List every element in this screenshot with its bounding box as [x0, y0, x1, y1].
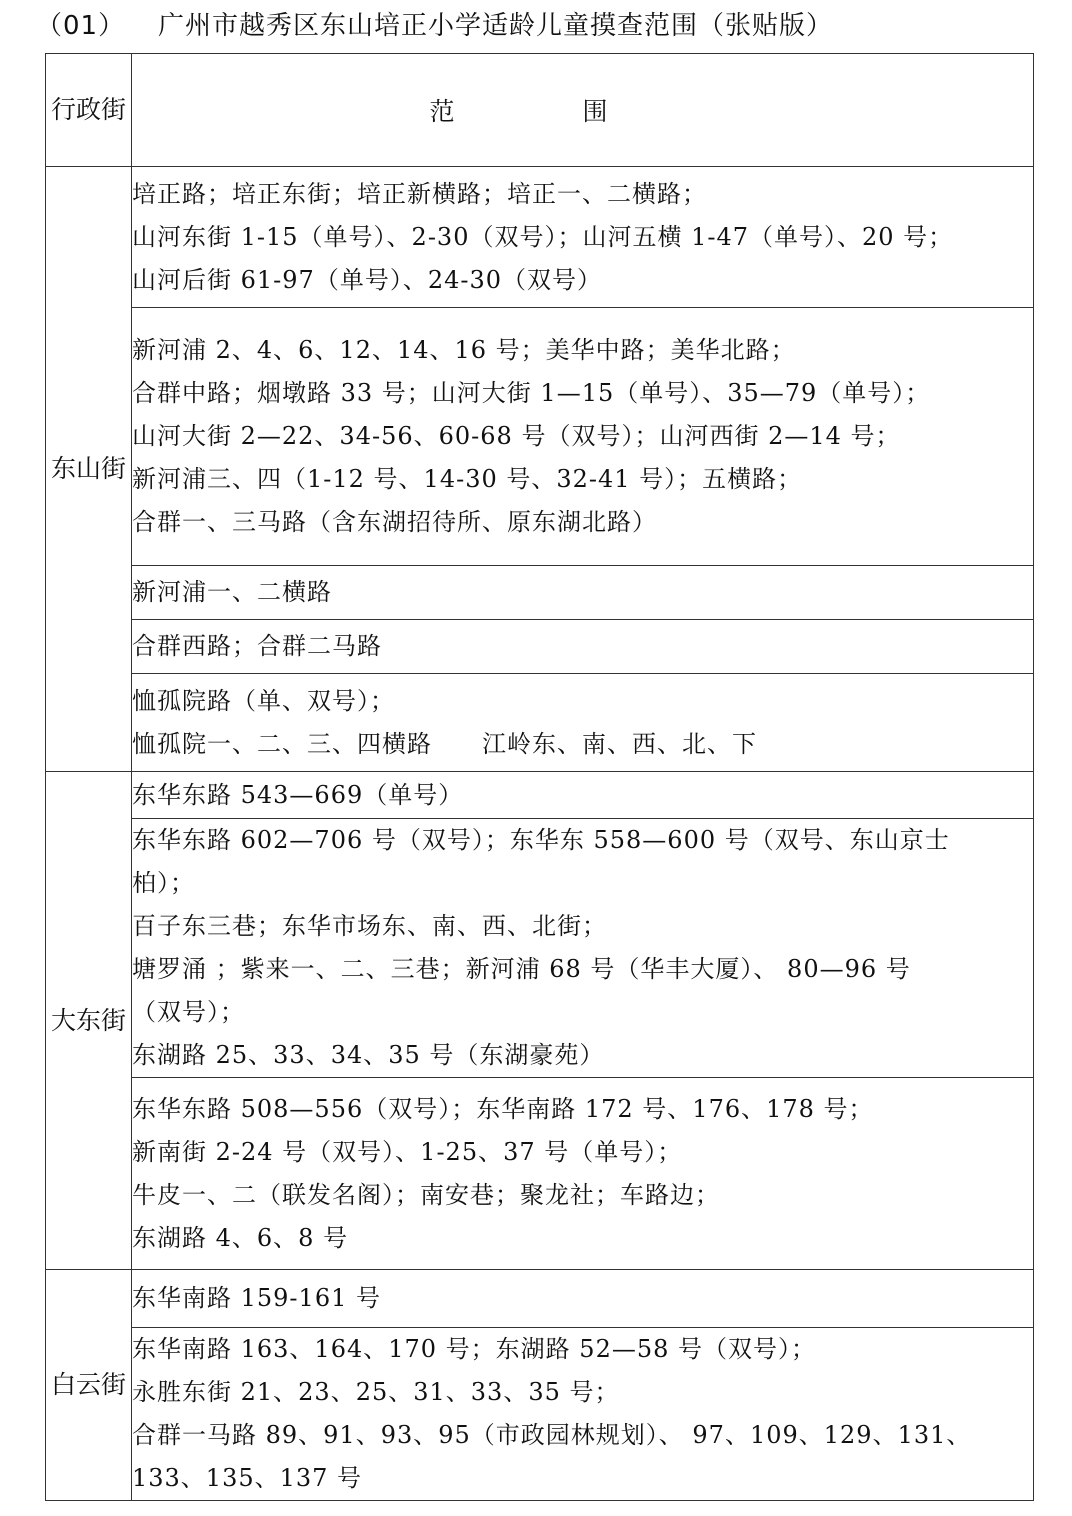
range-line: 新河浦 2、4、6、12、14、16 号；美华中路；美华北路；	[132, 336, 796, 364]
range-line: 东华东路 543—669（单号）	[132, 780, 464, 809]
table-row	[46, 308, 1034, 566]
document-number: （01）	[36, 11, 126, 41]
range-line: 百子东三巷；东华市场东、南、西、北街；	[132, 912, 607, 940]
document-title-text: 广州市越秀区东山培正小学适龄儿童摸查范围（张贴版）	[158, 11, 834, 41]
range-cell	[132, 566, 1034, 620]
range-line: 东华东路 508—556（双号）；东华南路 172 号、176、178 号；	[132, 1094, 874, 1123]
range-line: 133、135、137 号	[132, 1464, 363, 1492]
range-line: 永胜东街 21、23、25、31、33、35 号；	[132, 1378, 620, 1406]
enrollment-scope-table	[45, 53, 1034, 1501]
street-name-cell: 东山街	[46, 167, 132, 772]
range-line: 山河后街 61-97（单号）、24-30（双号）	[132, 265, 603, 294]
table-header-row	[46, 54, 1034, 167]
range-line: 恤孤院路（单、双号）；	[132, 686, 395, 715]
range-line: 东湖路 25、33、34、35 号（东湖豪苑）	[132, 1041, 605, 1069]
table-row	[46, 772, 1034, 819]
range-line: （双号）；	[132, 998, 245, 1026]
range-cell	[132, 674, 1034, 772]
range-line: 合群西路；合群二马路	[132, 632, 382, 660]
range-line: 培正路；培正东街；培正新横路；培正一、二横路；	[132, 179, 707, 208]
range-line: 山河大街 2—22、34-56、60-68 号（双号）；山河西街 2—14 号；	[132, 422, 901, 450]
range-line: 新南街 2-24 号（双号）、1-25、37 号（单号）；	[132, 1137, 683, 1166]
range-cell	[132, 1078, 1034, 1270]
range-cell	[132, 620, 1034, 674]
table-row	[46, 167, 1034, 308]
range-line: 柏）；	[132, 869, 195, 897]
range-cell	[132, 772, 1034, 819]
table-row	[46, 1270, 1034, 1328]
document-title	[36, 6, 1066, 46]
header-range: 范围	[132, 54, 1034, 167]
range-cell	[132, 1270, 1034, 1328]
table-row	[46, 674, 1034, 772]
range-line: 合群一马路 89、91、93、95（市政园林规划）、 97、109、129、131、	[132, 1421, 972, 1449]
range-line: 新河浦一、二横路	[132, 578, 332, 606]
range-line: 新河浦三、四（1-12 号、14-30 号、32-41 号）；五横路；	[132, 465, 803, 493]
range-line: 恤孤院一、二、三、四横路 江岭东、南、西、北、下	[132, 729, 757, 758]
table-row	[46, 819, 1034, 1078]
table-row	[46, 1328, 1034, 1501]
header-street: 行政街	[46, 54, 132, 167]
range-line: 牛皮一、二（联发名阁）；南安巷；聚龙社；车路边；	[132, 1180, 720, 1209]
street-name-cell: 大东街	[46, 772, 132, 1270]
range-line: 山河东街 1-15（单号）、2-30（双号）；山河五横 1-47（单号）、20 号；	[132, 222, 954, 251]
table-row	[46, 1078, 1034, 1270]
table-row	[46, 620, 1034, 674]
street-name-cell: 白云街	[46, 1270, 132, 1501]
table-row	[46, 566, 1034, 620]
range-cell	[132, 167, 1034, 308]
range-line: 东华南路 159-161 号	[132, 1284, 381, 1312]
range-line: 合群一、三马路（含东湖招待所、原东湖北路）	[132, 508, 657, 536]
range-line: 合群中路；烟墩路 33 号；山河大街 1—15（单号）、35—79（单号）；	[132, 379, 931, 407]
range-line: 东华东路 602—706 号（双号）；东华东 558—600 号（双号、东山京士	[132, 826, 950, 854]
range-line: 塘罗涌 ；紫来一、二、三巷；新河浦 68 号（华丰大厦）、 80—96 号	[132, 955, 911, 983]
range-line: 东华南路 163、164、170 号；东湖路 52—58 号（双号）；	[132, 1335, 817, 1363]
range-cell	[132, 1328, 1034, 1501]
range-cell	[132, 819, 1034, 1078]
range-line: 东湖路 4、6、8 号	[132, 1223, 349, 1252]
range-cell	[132, 308, 1034, 566]
